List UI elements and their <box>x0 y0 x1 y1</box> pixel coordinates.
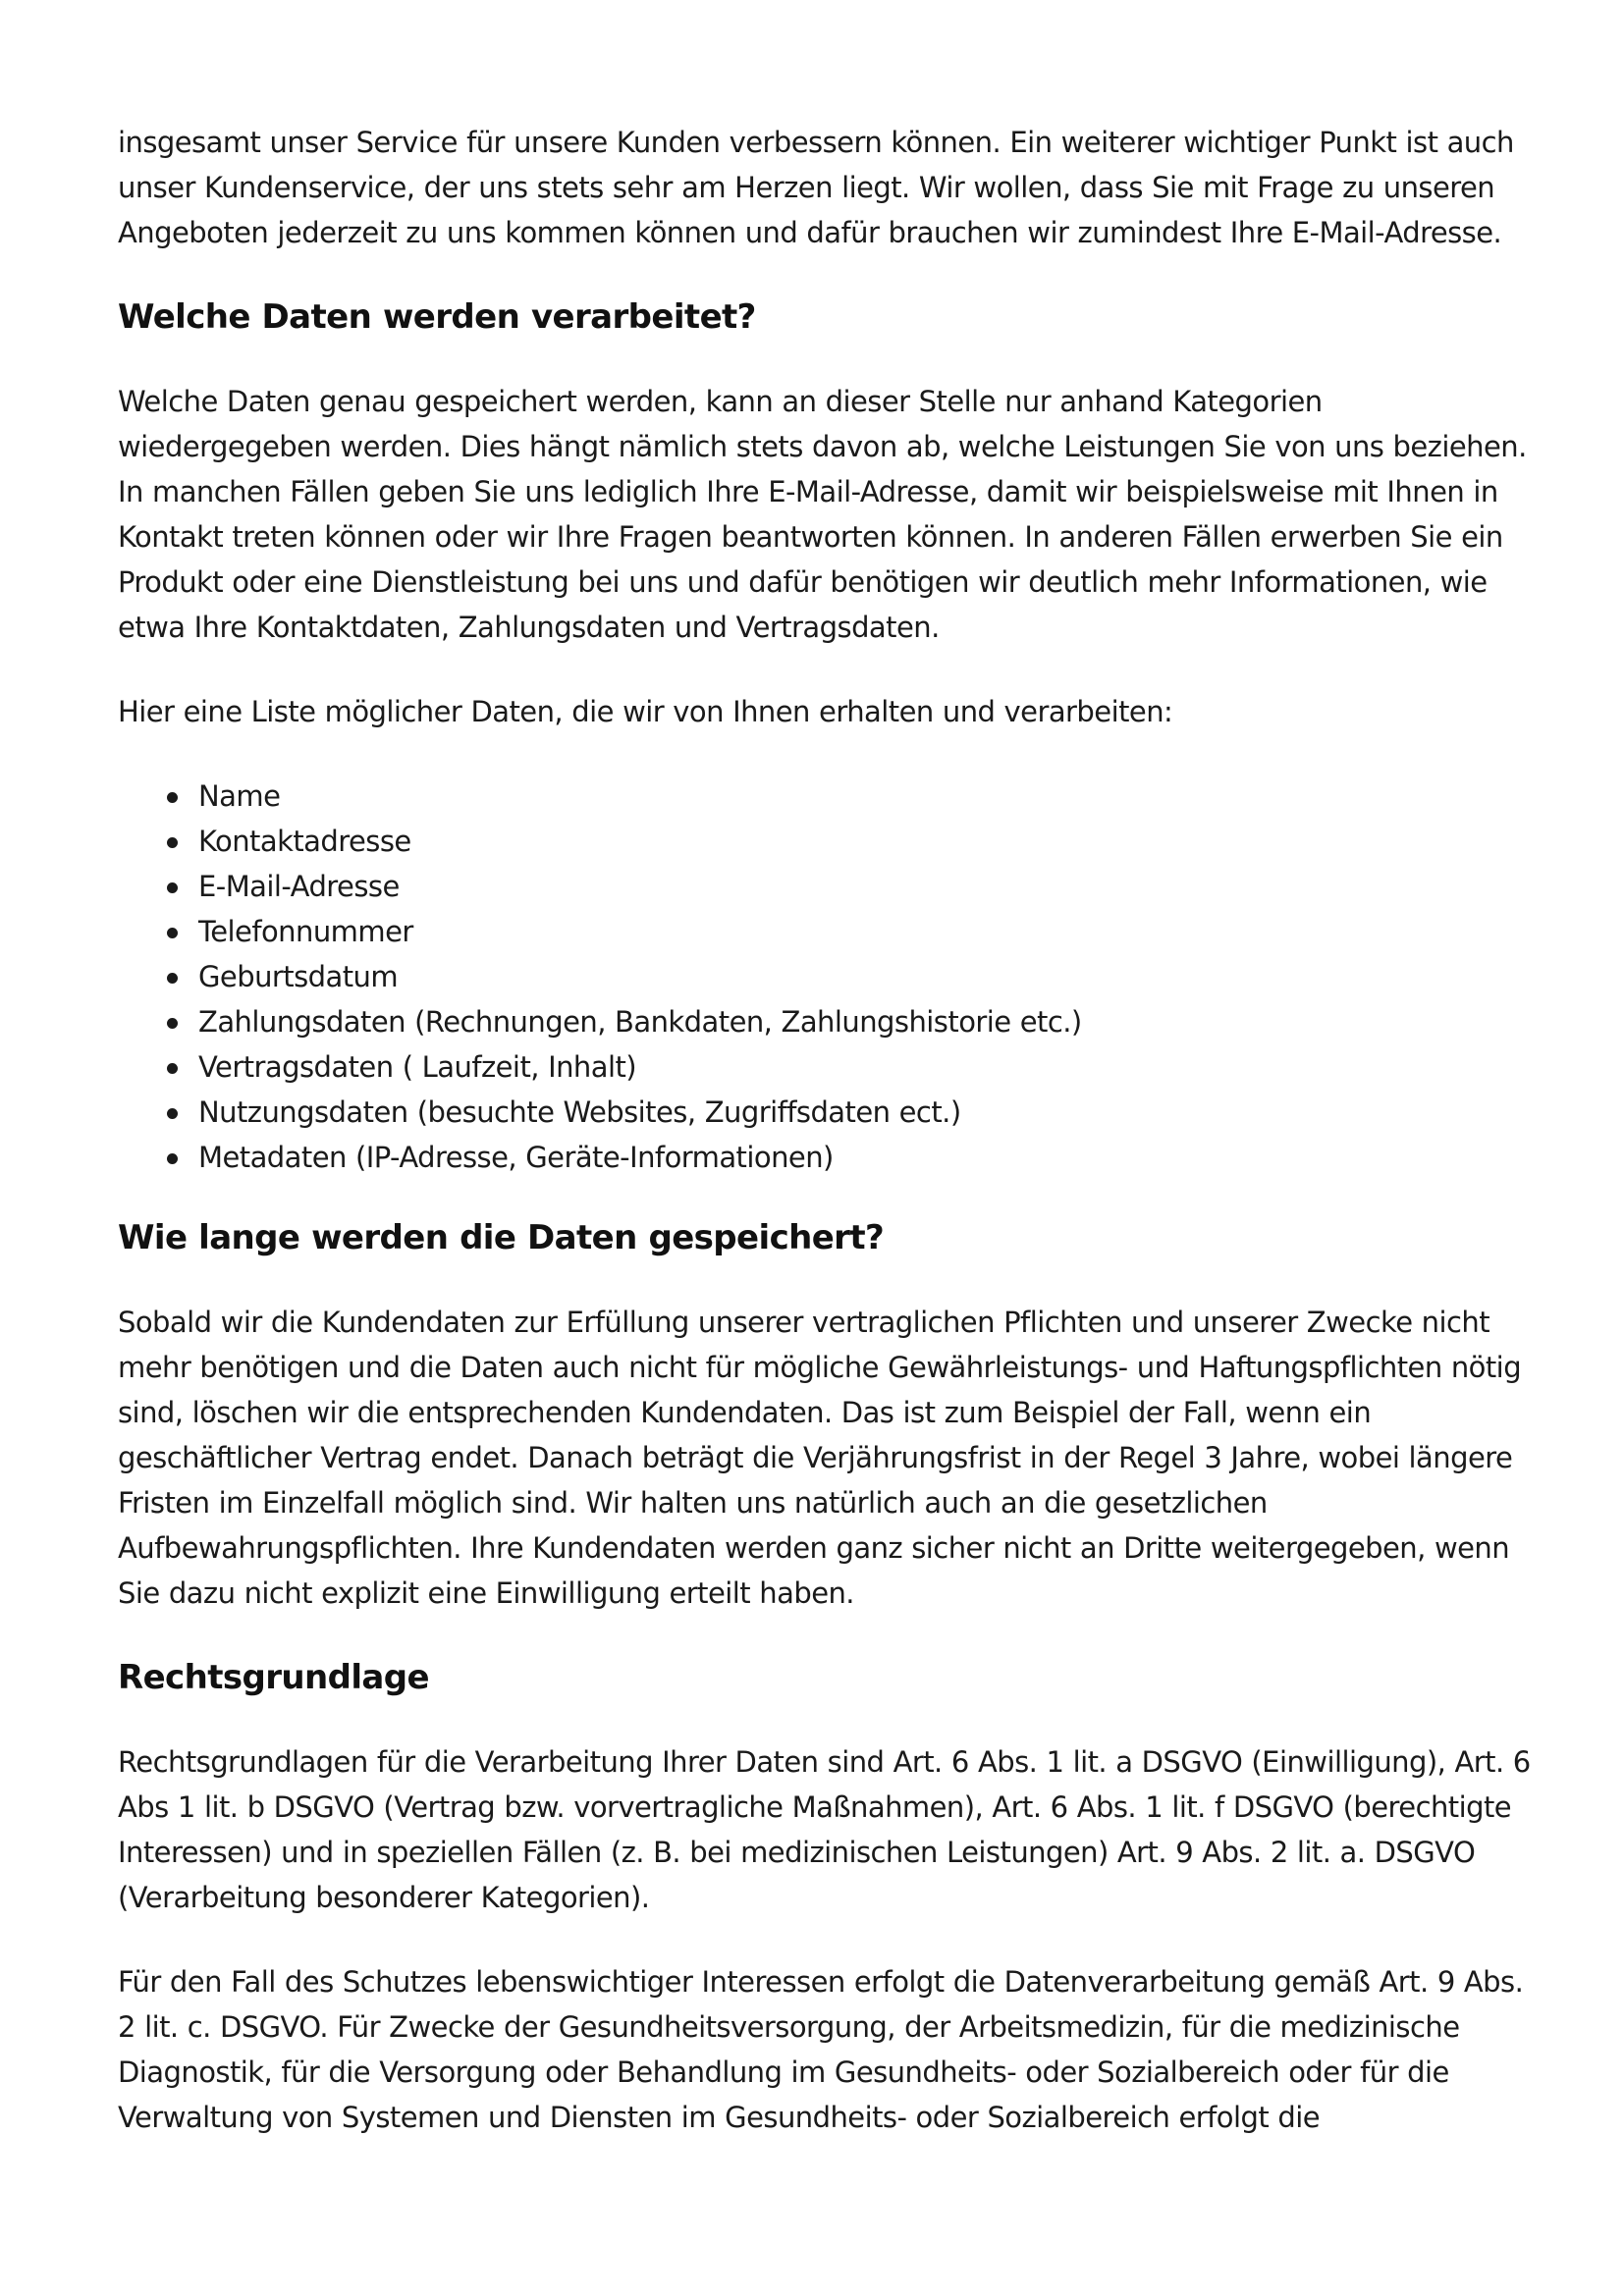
list-item: Zahlungsdaten (Rechnungen, Bankdaten, Zahlungshistorie etc.) <box>198 999 1532 1044</box>
section-paragraph: Welche Daten genau gespeichert werden, kann an dieser Stelle nur anhand Kategorien wiedergegeben werden. Dies hängt nämlich stets davon ab, welche Leistungen Sie von uns beziehen. In manchen Fällen geben Sie uns lediglich Ihre E-Mail-Adresse, damit wir beispielsweise mit Ihnen in Kontakt treten können oder wir Ihre Fragen beantworten können. In anderen Fällen erwerben Sie ein Produkt oder eine Dienstleistung bei uns und dafür benötigen wir deutlich mehr Informationen, wie etwa Ihre Kontaktdaten, Zahlungsdaten und Vertragsdaten. <box>118 385 1527 644</box>
list-item: Kontaktadresse <box>198 819 1532 864</box>
section-paragraph: Für den Fall des Schutzes lebenswichtiger Interessen erfolgt die Datenverarbeitung gemäß Art. 9 Abs. 2 lit. c. DSGVO. Für Zwecke der Gesundheitsversorgung, der Arbeitsmedizin, für die medizinische Diagnostik, für die Versorgung oder Behandlung im Gesundheits- oder Sozialbereich oder für die Verwaltung von Systemen und Diensten im Gesundheits- oder Sozialbereich erfolgt die <box>118 1965 1524 2134</box>
list-item: Geburtsdatum <box>198 954 1532 999</box>
list-item: Name <box>198 774 1532 819</box>
section-heading: Rechtsgrundlage <box>118 1658 429 1697</box>
bullet-icon <box>167 837 178 848</box>
bullet-icon <box>167 792 178 803</box>
section-heading: Welche Daten werden verarbeitet? <box>118 297 756 337</box>
bullet-icon <box>167 1063 178 1074</box>
bullet-icon <box>167 1153 178 1164</box>
list-item: Telefonnummer <box>198 909 1532 954</box>
section-paragraph: Rechtsgrundlagen für die Verarbeitung Ihrer Daten sind Art. 6 Abs. 1 lit. a DSGVO (Einwilligung), Art. 6 Abs 1 lit. b DSGVO (Vertrag bzw. vorvertragliche Maßnahmen), Art. 6 Abs. 1 lit. f DSGVO (berechtigte Interessen) und in speziellen Fällen (z. B. bei medizinischen Leistungen) Art. 9 Abs. 2 lit. a. DSGVO (Verarbeitung besonderer Kategorien). <box>118 1745 1531 1914</box>
list-item: E-Mail-Adresse <box>198 864 1532 909</box>
data-category-list <box>118 774 1532 1180</box>
document-page <box>118 120 1532 2179</box>
bullet-icon <box>167 1018 178 1029</box>
list-item: Vertragsdaten ( Laufzeit, Inhalt) <box>198 1044 1532 1090</box>
section-paragraph: Hier eine Liste möglicher Daten, die wir von Ihnen erhalten und verarbeiten: <box>118 695 1173 728</box>
bullet-icon <box>167 882 178 893</box>
list-item: Metadaten (IP-Adresse, Geräte-Informationen) <box>198 1135 1532 1180</box>
intro-paragraph: insgesamt unser Service für unsere Kunden verbessern können. Ein weiterer wichtiger Punkt ist auch unser Kundenservice, der uns stets sehr am Herzen liegt. Wir wollen, dass Sie mit Frage zu unseren Angeboten jederzeit zu uns kommen können und dafür brauchen wir zumindest Ihre E-Mail-Adresse. <box>118 126 1514 249</box>
section-heading: Wie lange werden die Daten gespeichert? <box>118 1218 885 1257</box>
list-item: Nutzungsdaten (besuchte Websites, Zugriffsdaten ect.) <box>198 1090 1532 1135</box>
section-paragraph: Sobald wir die Kundendaten zur Erfüllung unserer vertraglichen Pflichten und unserer Zwecke nicht mehr benötigen und die Daten auch nicht für mögliche Gewährleistungs- und Haftungspflichten nötig sind, löschen wir die entsprechenden Kundendaten. Das ist zum Beispiel der Fall, wenn ein geschäftlicher Vertrag endet. Danach beträgt die Verjährungsfrist in der Regel 3 Jahre, wobei längere Fristen im Einzelfall möglich sind. Wir halten uns natürlich auch an die gesetzlichen Aufbewahrungspflichten. Ihre Kundendaten werden ganz sicher nicht an Dritte weitergegeben, wenn Sie dazu nicht explizit eine Einwilligung erteilt haben. <box>118 1306 1522 1610</box>
bullet-icon <box>167 1108 178 1119</box>
bullet-icon <box>167 928 178 938</box>
bullet-icon <box>167 973 178 984</box>
